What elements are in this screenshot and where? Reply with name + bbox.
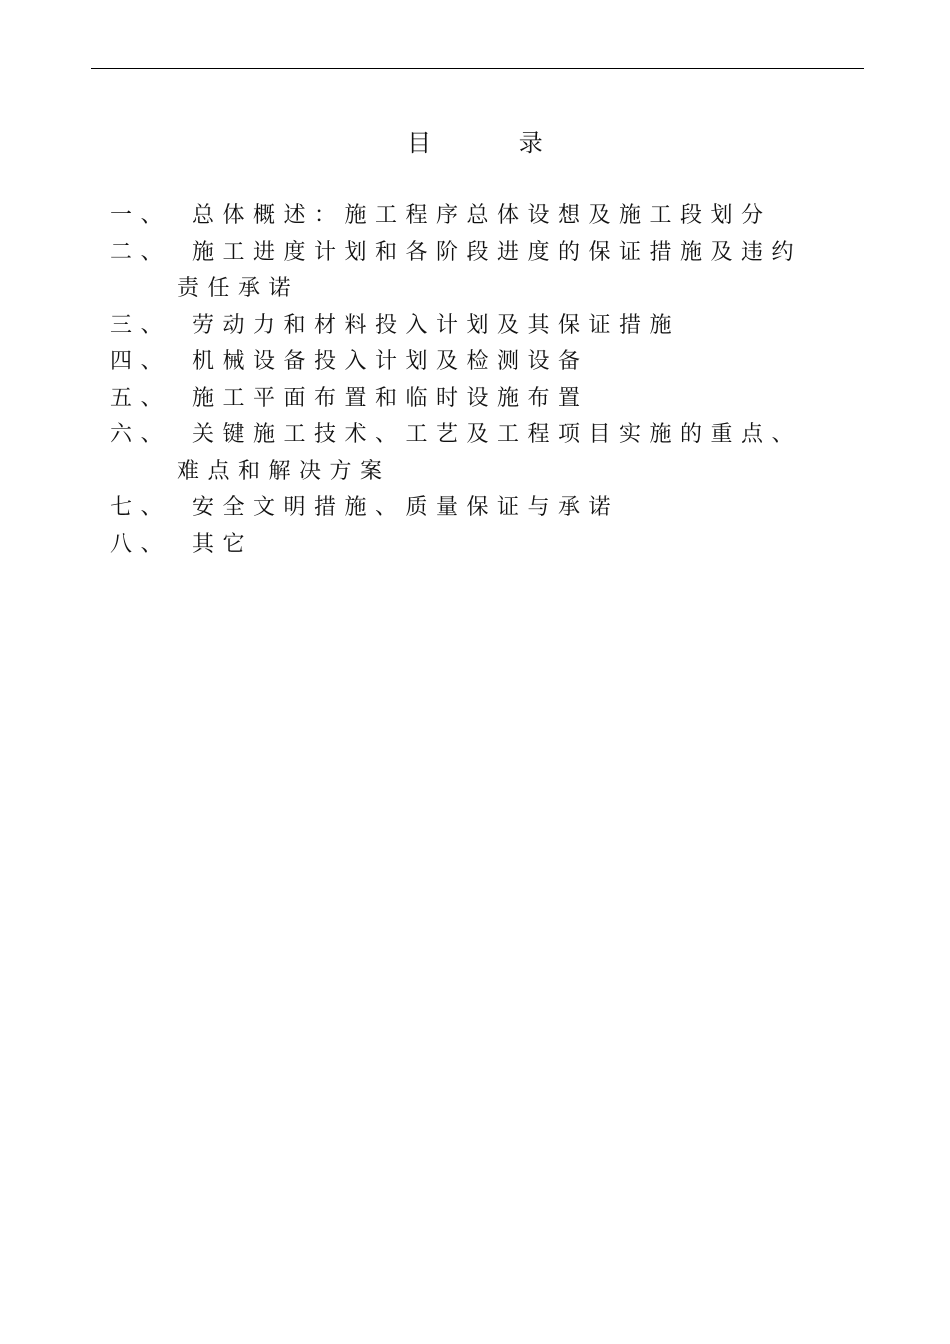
- toc-item-text: [192, 381, 870, 418]
- toc-item-6: [110, 417, 870, 490]
- toc-item-text: [177, 417, 870, 490]
- toc-item-4: [110, 344, 870, 381]
- toc-item-number: 六、: [110, 422, 172, 447]
- toc-item-1: [110, 198, 870, 235]
- toc-item-8: [110, 527, 870, 564]
- toc-item-5: [110, 381, 870, 418]
- toc-item-2: [110, 235, 870, 308]
- toc-item-line-continued: 责任承诺: [177, 276, 300, 301]
- toc-item-text: [177, 235, 870, 308]
- toc-item-number: 八、: [110, 531, 172, 557]
- toc-item-7: [110, 490, 870, 527]
- toc-item-number: 四、: [110, 349, 172, 374]
- toc-title: 目 录: [407, 129, 583, 157]
- toc-item-number: 七、: [110, 495, 172, 520]
- toc-item-text: [192, 308, 870, 345]
- toc-item-text: [192, 344, 870, 381]
- toc-item-number: 一、: [110, 203, 172, 228]
- header-rule: [91, 68, 864, 69]
- toc-item-line: 劳动力和材料投入计划及其保证措施: [192, 312, 681, 338]
- toc-item-line: 安全文明措施、质量保证与承诺: [192, 495, 620, 520]
- toc-item-line: 其它: [192, 531, 254, 557]
- toc-item-text: [192, 527, 870, 564]
- toc-item-line: 机械设备投入计划及检测设备: [192, 349, 589, 374]
- toc-item-text: [192, 198, 870, 235]
- toc-item-line: 施工平面布置和临时设施布置: [192, 385, 589, 411]
- toc-list: [110, 198, 870, 563]
- toc-item-line-continued: 难点和解决方案: [177, 458, 391, 484]
- toc-item-number: 五、: [110, 385, 172, 411]
- toc-item-line: 总体概述：施工程序总体设想及施工段划分: [192, 203, 772, 228]
- toc-item-number: 二、: [110, 239, 172, 265]
- toc-item-line: 施工进度计划和各阶段进度的保证措施及违约: [192, 239, 803, 265]
- toc-item-text: [192, 490, 870, 527]
- toc-item-3: [110, 308, 870, 345]
- toc-item-line: 关键施工技术、工艺及工程项目实施的重点、: [192, 422, 803, 447]
- toc-item-number: 三、: [110, 312, 172, 338]
